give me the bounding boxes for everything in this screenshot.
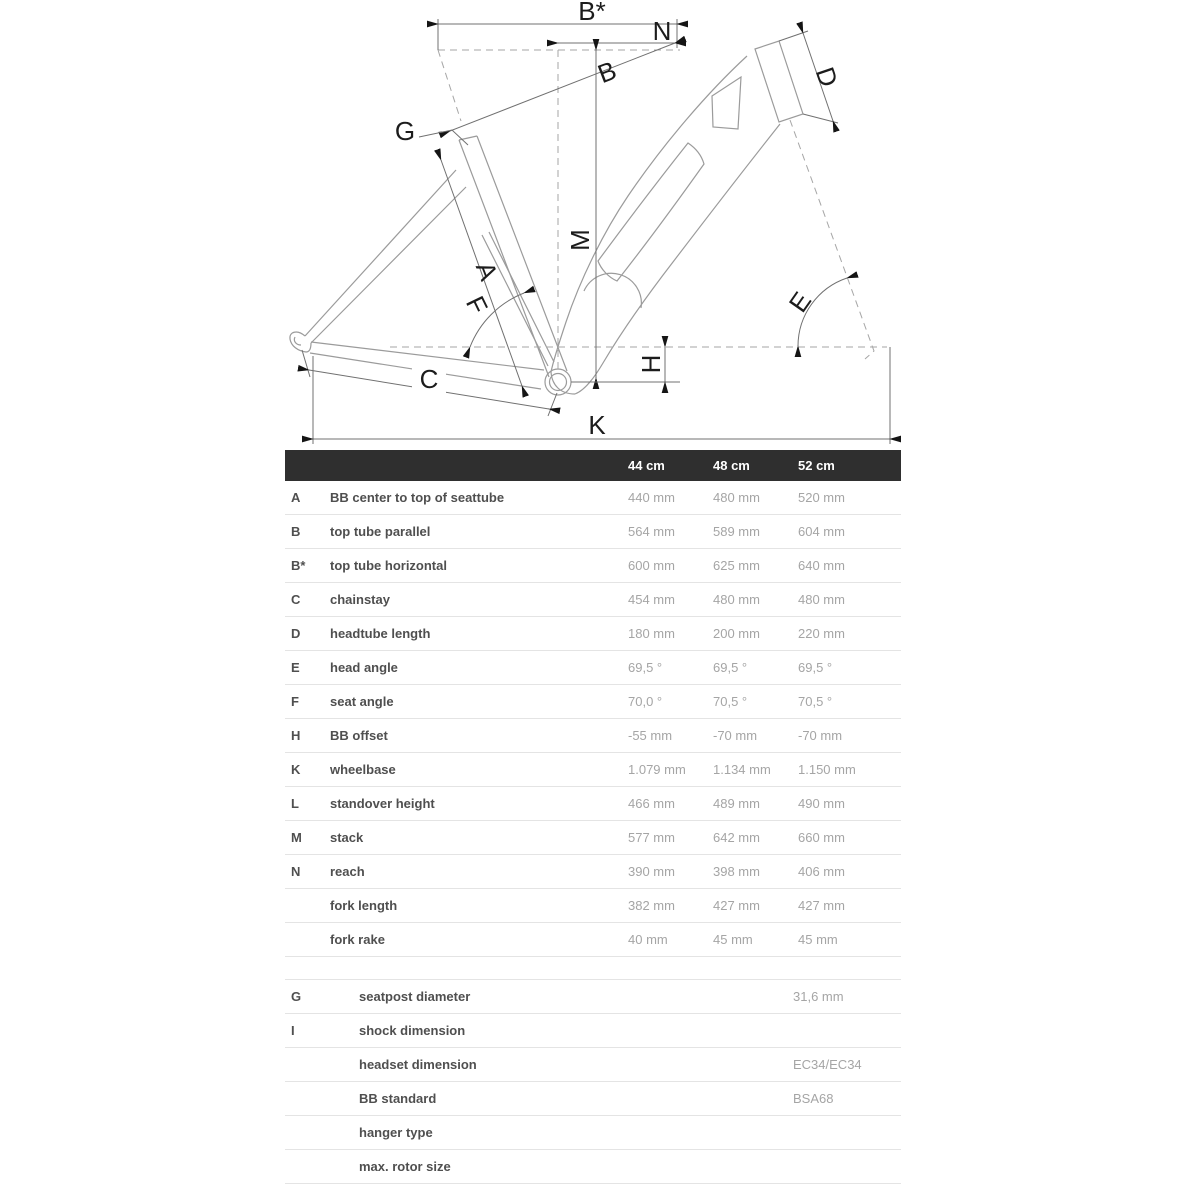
value-48: 642 mm [713,830,760,845]
value-44: 70,0 ° [628,694,663,709]
label-b: B [593,54,621,90]
size-column-52: 52 cm [798,458,835,473]
value-48: -70 mm [713,728,758,743]
value-52: 640 mm [798,558,845,573]
row-letter: B* [291,558,306,573]
down-tube-inner [575,124,780,394]
size-column-48: 48 cm [713,458,750,473]
label-e: E [782,286,818,318]
value-44: 1.079 mm [628,762,686,777]
label-h: H [636,354,666,374]
row-label: seat angle [330,694,394,709]
label-k: K [588,410,606,440]
row-letter: B [291,524,301,539]
row-label: chainstay [330,592,390,607]
rear-dropout [290,332,311,352]
row-label: head angle [330,660,398,675]
value-52: 490 mm [798,796,845,811]
value-44: 40 mm [628,932,668,947]
row-label: reach [330,864,365,879]
row-label: stack [330,830,364,845]
value-44: -55 mm [628,728,673,743]
row-label: max. rotor size [359,1159,451,1174]
geometry-row-b [285,515,901,549]
value-48: 1.134 mm [713,762,771,777]
value-52: 604 mm [798,524,845,539]
row-label: headtube length [330,626,431,641]
row-letter: K [291,762,301,777]
value-48: 200 mm [713,626,760,641]
row-label: standover height [330,796,435,811]
geometry-row-b-star [285,549,901,583]
label-m: M [565,229,595,251]
geometry-row-d [285,617,901,651]
seat-tube-inner [482,232,554,366]
row-letter: D [291,626,301,641]
value-48: 589 mm [713,524,760,539]
value-52: 660 mm [798,830,845,845]
head-tube [755,41,803,122]
value-52: -70 mm [798,728,843,743]
value-52: 70,5 ° [798,694,833,709]
geometry-row-l [285,787,901,821]
value-52: 406 mm [798,864,845,879]
geometry-row-n [285,855,901,889]
value-48: 398 mm [713,864,760,879]
row-label: BB standard [359,1091,437,1106]
label-n: N [652,16,672,46]
spec-row-max-rotor-size [285,1150,901,1184]
value-44: 564 mm [628,524,675,539]
row-label: top tube horizontal [330,558,447,573]
spec-row-headset-dimension [285,1048,901,1082]
label-g: G [394,116,416,146]
value-48: 69,5 ° [713,660,748,675]
geometry-row-c [285,583,901,617]
frame-cutout-upper [712,77,741,129]
geometry-row-fork-length [285,889,901,923]
geometry-row-fork-rake [285,923,901,957]
value-48: 489 mm [713,796,760,811]
value-44: 180 mm [628,626,675,641]
value-44: 577 mm [628,830,675,845]
row-label: fork rake [330,932,385,947]
label-d: D [809,63,845,91]
spec-row-hanger-type [285,1116,901,1150]
spec-value: EC34/EC34 [793,1057,862,1072]
value-48: 45 mm [713,932,753,947]
row-label: headset dimension [359,1057,477,1072]
value-52: 480 mm [798,592,845,607]
geometry-row-m [285,821,901,855]
row-letter: L [291,796,299,811]
geometry-table [285,450,901,1184]
geometry-row-a [285,481,901,515]
label-a: A [469,257,505,285]
down-tube-outer [551,56,747,372]
spec-value: 31,6 mm [793,989,844,1004]
seat-stay [305,170,466,343]
spec-row-seatpost-diameter [285,980,901,1014]
value-48: 480 mm [713,592,760,607]
geometry-row-e [285,651,901,685]
spec-value: BSA68 [793,1091,834,1106]
row-letter: C [291,592,301,607]
row-label: BB center to top of seattube [330,490,505,505]
label-f: F [460,291,494,319]
value-44: 69,5 ° [628,660,663,675]
spec-section [285,979,901,1184]
row-letter: F [291,694,299,709]
value-52: 427 mm [798,898,845,913]
row-label: seatpost diameter [359,989,471,1004]
row-label: hanger type [359,1125,433,1140]
row-letter: H [291,728,301,743]
row-label: shock dimension [359,1023,466,1038]
row-label: fork length [330,898,398,913]
value-48: 480 mm [713,490,760,505]
steering-axis [790,120,874,359]
value-48: 70,5 ° [713,694,748,709]
label-c: C [419,364,439,394]
value-44: 466 mm [628,796,675,811]
row-letter: I [291,1023,295,1038]
dimension-lines [302,19,890,444]
label-b-star-icon: B* [578,0,606,26]
row-letter: G [291,989,302,1004]
row-label: BB offset [330,728,388,743]
spec-row-bb-standard [285,1082,901,1116]
row-letter: A [291,490,301,505]
value-44: 600 mm [628,558,675,573]
row-letter: N [291,864,301,879]
value-44: 390 mm [628,864,675,879]
geometry-row-k [285,753,901,787]
geometry-row-h [285,719,901,753]
row-label: wheelbase [330,762,396,777]
value-44: 382 mm [628,898,675,913]
value-52: 45 mm [798,932,838,947]
value-52: 1.150 mm [798,762,856,777]
dim-b [450,43,675,131]
row-label: top tube parallel [330,524,431,539]
row-letter: M [291,830,302,845]
geometry-row-f [285,685,901,719]
construction-lines [390,50,887,369]
value-52: 520 mm [798,490,845,505]
value-52: 220 mm [798,626,845,641]
value-44: 440 mm [628,490,675,505]
value-44: 454 mm [628,592,675,607]
frame-geometry-diagram [0,0,1184,450]
seat-axis-extension [438,50,461,121]
size-column-44: 44 cm [628,458,665,473]
spec-row-shock-dimension [285,1014,901,1048]
size-header-row [285,450,901,481]
value-48: 625 mm [713,558,760,573]
bike-frame-drawing [290,41,803,395]
row-letter: E [291,660,300,675]
value-52: 69,5 ° [798,660,833,675]
value-48: 427 mm [713,898,760,913]
